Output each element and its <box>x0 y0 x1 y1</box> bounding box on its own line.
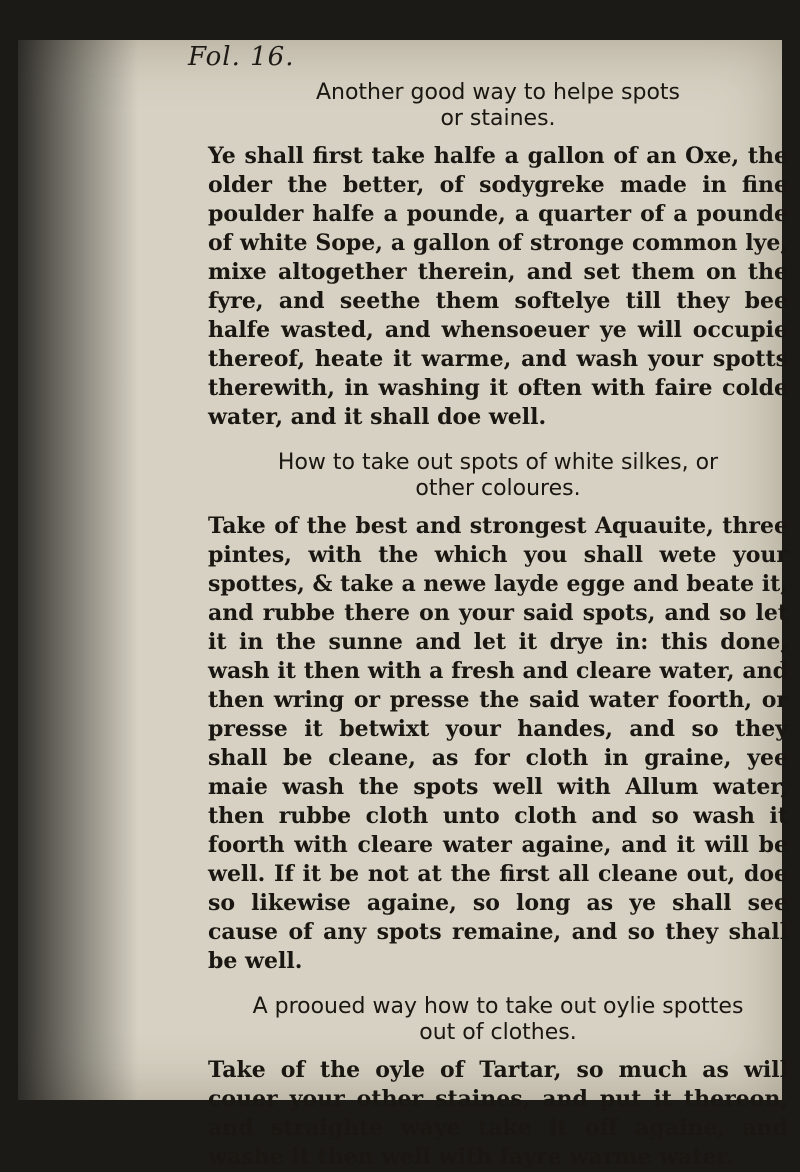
section-2 <box>208 450 788 976</box>
section-3 <box>208 994 788 1172</box>
section-heading: How to take out spots of white silkes, or other coloures. <box>277 450 719 501</box>
section-body: Ye shall first take halfe a gallon of an Oxe, the older the better, of sodygreke made in fine poulder halfe a pounde, a quarter of a pounde of white Sope, a gallon of stronge common lye, mixe altogether therein, and set them on the fyre, and seethe them softelye till they bee halfe wasted, and whensoeuer ye will occupie thereof, heate it warme, and wash your spotts therewith, in washing it often with faire colde water, and it shall doe well. <box>208 143 788 430</box>
book-page <box>18 40 788 1170</box>
section-1 <box>208 80 788 432</box>
section-heading: A prooued way how to take out oylie spottes out of clothes. <box>252 994 744 1045</box>
section-heading: Another good way to helpe spots or staines. <box>315 80 681 131</box>
folio-number: Fol. 16. <box>188 42 295 72</box>
section-body: Take of the oyle of Tartar, so much as will couer your other staines, and put it thereon, and straighte waye take it off againe, and washe it then well with fayre warme water. <box>208 1057 788 1170</box>
binding-shadow <box>18 40 138 1100</box>
section-body: Take of the best and strongest Aquauite, three pintes, with the which you shall wete your spottes, & take a newe layde egge and beate it, and rubbe there on your said spots, and so let it in the sunne and let it drye in: this done, wash it then with a fresh and cleare water, and then wring or presse the said water foorth, or presse it betwixt your handes, and so they shall be cleane, as for cloth in graine, yee maie wash the spots well with Allum water, then rubbe cloth unto cloth and so wash it foorth with cleare water againe, and it will be well. If it be not at the first all cleane out, doe so likewise againe, so long as ye shall see cause of any spots remaine, and so they shall be well. <box>208 513 788 974</box>
page-text <box>208 80 788 1170</box>
